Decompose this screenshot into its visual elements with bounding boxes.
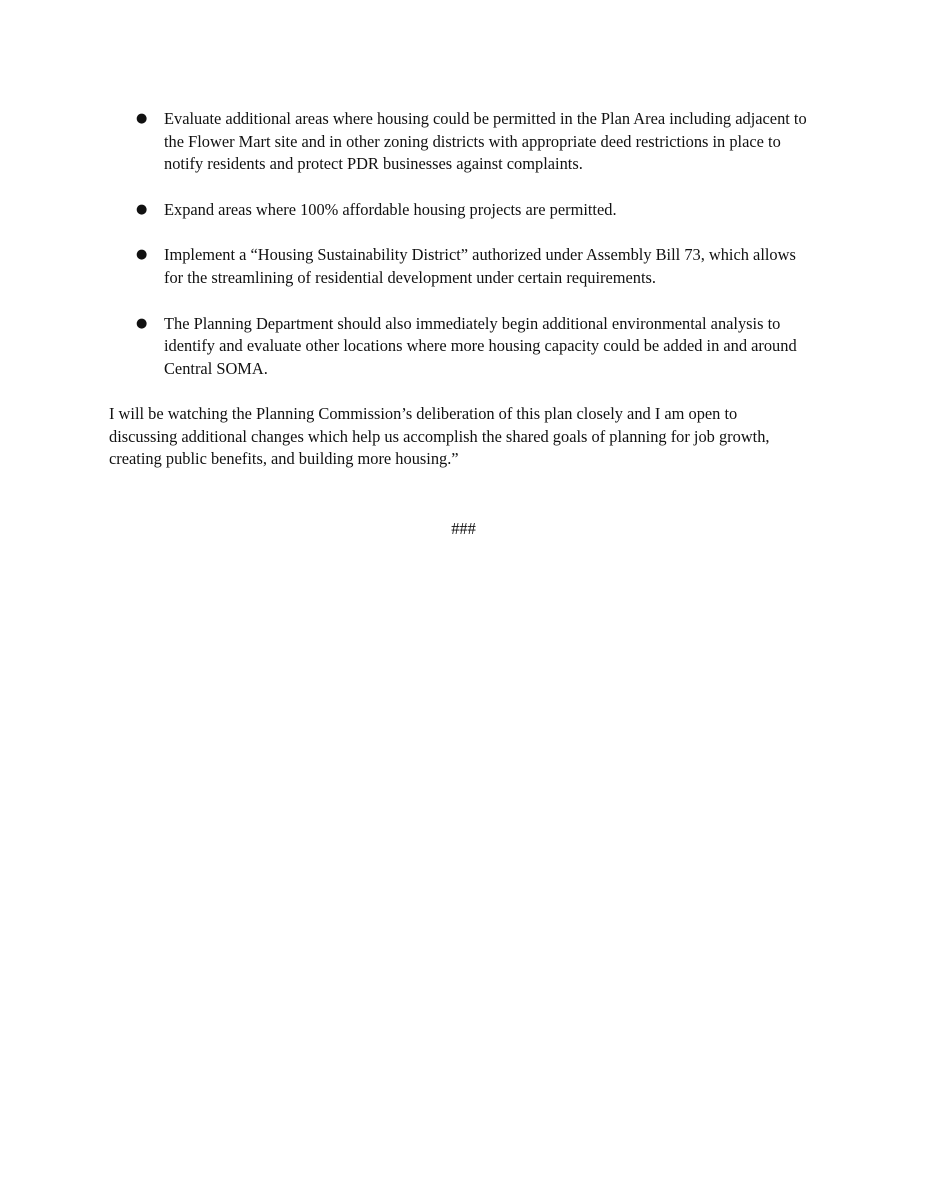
list-item: [136, 199, 836, 222]
bullet-icon: ●: [136, 315, 148, 331]
bullet-icon: ●: [136, 247, 148, 263]
closing-line: discussing additional changes which help us accomplish the shared goals of planning for job growth,: [109, 426, 770, 446]
closing-paragraph: [109, 403, 829, 471]
list-item-line: Evaluate additional areas where housing could be permitted in the Plan Area including adjacent to: [164, 109, 807, 128]
list-item-line: for the streamlining of residential development under certain requirements.: [164, 267, 656, 287]
list-item-line: the Flower Mart site and in other zoning districts with appropriate deed restrictions in place to: [164, 131, 781, 151]
closing-line: creating public benefits, and building more housing.”: [109, 449, 459, 469]
list-item-line: Expand areas where 100% affordable housing projects are permitted.: [164, 199, 617, 219]
list-item: [136, 313, 836, 381]
closing-line: I will be watching the Planning Commission’s deliberation of this plan closely and I am open to: [109, 404, 738, 423]
list-item: [136, 244, 836, 289]
list-item-line: Central SOMA.: [164, 358, 268, 378]
recommendation-list: [136, 108, 836, 403]
list-item: [136, 108, 836, 176]
list-item-line: Implement a “Housing Sustainability District” authorized under Assembly Bill 73, which allows: [164, 245, 796, 265]
list-item-line: The Planning Department should also immediately begin additional environmental analysis to: [164, 313, 781, 333]
list-item-line: notify residents and protect PDR businesses against complaints.: [164, 154, 583, 174]
end-of-release-mark: ###: [451, 519, 476, 538]
list-item-line: identify and evaluate other locations where more housing capacity could be added in and around: [164, 336, 797, 356]
bullet-icon: ●: [136, 201, 148, 217]
bullet-icon: ●: [136, 111, 148, 126]
